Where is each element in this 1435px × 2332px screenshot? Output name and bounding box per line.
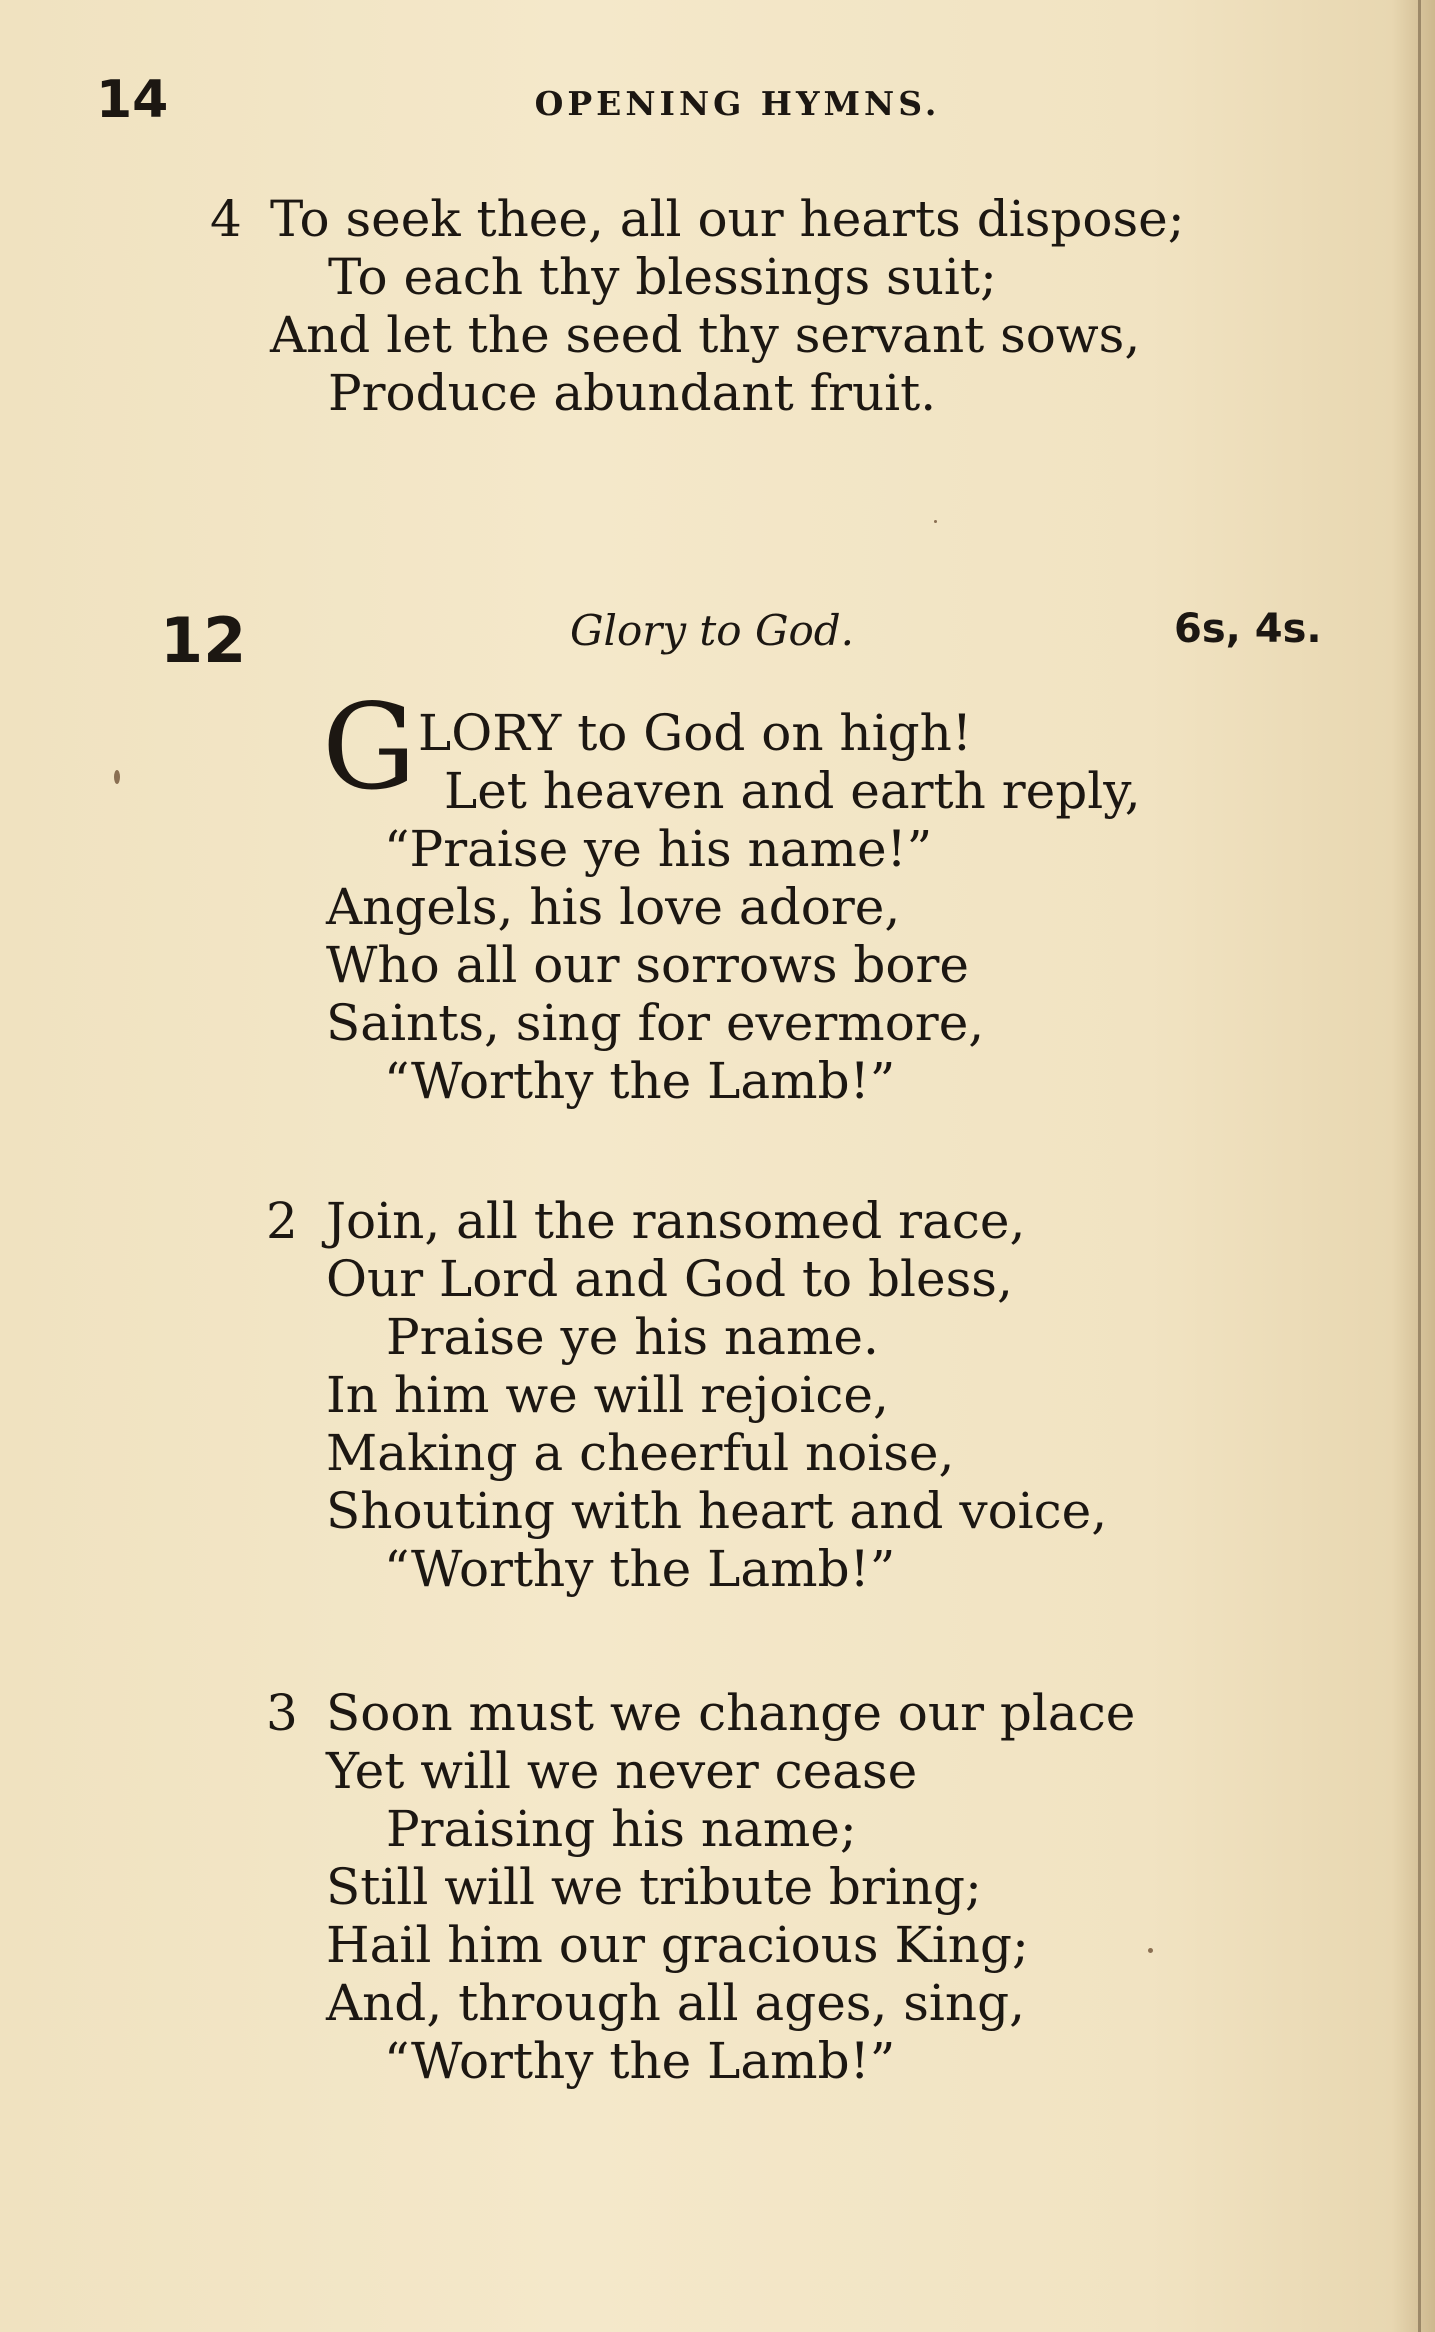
verse-line: Let heaven and earth reply, [444, 762, 1141, 820]
verse-line: Our Lord and God to bless, [326, 1250, 1013, 1308]
verse-line: Saints, sing for evermore, [326, 994, 985, 1052]
verse-line: And, through all ages, sing, [326, 1974, 1025, 2032]
verse-line: Praising his name; [386, 1800, 857, 1858]
verse-line: Produce abundant fruit. [328, 364, 937, 422]
verse-line: And let the seed thy servant sows, [270, 306, 1141, 364]
paper-speck [1148, 1948, 1153, 1953]
hymn-title: Glory to God. [570, 606, 855, 655]
verse-line: In him we will rejoice, [326, 1366, 889, 1424]
prev-verse-number: 4 [210, 190, 242, 248]
drop-cap: G [322, 678, 417, 816]
verse-line: “Worthy the Lamb!” [384, 2032, 896, 2090]
verse-line: Praise ye his name. [386, 1308, 879, 1366]
verse-line: Join, all the ransomed race, [326, 1192, 1026, 1250]
verse-number: 2 [266, 1192, 298, 1250]
page-header [96, 70, 1339, 140]
paper-speck [934, 520, 937, 523]
verse-line: Still will we tribute bring; [326, 1858, 982, 1916]
running-head: OPENING HYMNS. [534, 84, 941, 123]
verse-line: “Worthy the Lamb!” [384, 1052, 896, 1110]
verse-line: Yet will we never cease [326, 1742, 918, 1800]
verse-line: Shouting with heart and voice, [326, 1482, 1108, 1540]
page-edge [1418, 0, 1421, 2332]
hymn-number: 12 [160, 604, 247, 677]
verse-line: “Worthy the Lamb!” [384, 1540, 896, 1598]
page-number: 14 [96, 70, 169, 130]
verse-number: 3 [266, 1684, 298, 1742]
verse-line: LORY to God on high! [418, 704, 972, 762]
verse-line: Who all our sorrows bore [326, 936, 969, 994]
verse-line: To seek thee, all our hearts dispose; [270, 190, 1185, 248]
verse-line: Making a cheerful noise, [326, 1424, 955, 1482]
verse-line: “Praise ye his name!” [384, 820, 933, 878]
hymn-meter: 6s, 4s. [1174, 606, 1322, 652]
verse-line: Angels, his love adore, [326, 878, 901, 936]
verse-line: Soon must we change our place [326, 1684, 1136, 1742]
paper-speck [114, 770, 120, 784]
verse-line: Hail him our gracious King; [326, 1916, 1029, 1974]
verse-line: To each thy blessings suit; [328, 248, 997, 306]
